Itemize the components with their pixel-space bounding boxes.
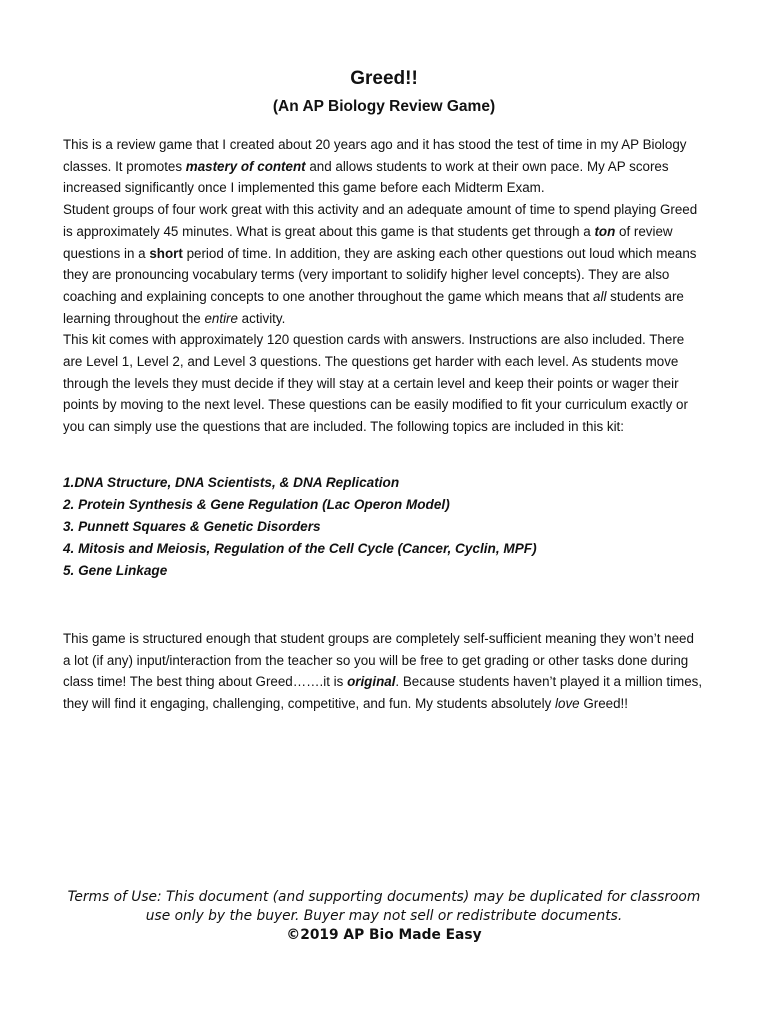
- text-run: This is a review game that I created about 20 years ago and it has stood the test of time in my AP Biology classes. It promotes: [63, 137, 687, 174]
- topic-item: 2. Protein Synthesis & Gene Regulation (Lac Operon Model): [63, 497, 450, 512]
- paragraph-closing: [63, 628, 705, 715]
- intro-text: [63, 134, 705, 438]
- topic-item: 3. Punnett Squares & Genetic Disorders: [63, 519, 321, 534]
- text-run: period of time. In addition, they are asking each other questions out loud which means they are pronouncing vocabulary terms (very important to solidify higher level concepts). They are also coaching and explaining concepts to one another throughout the game which means that: [63, 245, 697, 304]
- copyright-notice: ©2019 AP Bio Made Easy: [286, 927, 482, 943]
- footer: [50, 888, 718, 945]
- topic-item: 4. Mitosis and Meiosis, Regulation of the Cell Cycle (Cancer, Cyclin, MPF): [63, 541, 537, 556]
- italic-text: all: [593, 288, 607, 304]
- emphasis-text: original: [347, 674, 396, 690]
- italic-text: entire: [204, 310, 238, 326]
- topic-item: 1.DNA Structure, DNA Scientists, & DNA Replication: [63, 475, 400, 490]
- text-run: Greed!!: [579, 696, 628, 712]
- terms-of-use-line: use only by the buyer. Buyer may not sell or redistribute documents.: [145, 908, 623, 924]
- text-run: activity.: [237, 310, 286, 326]
- paragraph-groups: [63, 199, 705, 329]
- closing-text: [63, 628, 705, 715]
- topics-list: [63, 472, 705, 582]
- text-run: Student groups of four work great with this activity and an adequate amount of time to spend playing Greed is approximately 45 minutes. What is great about this game is that students get through a: [63, 202, 698, 239]
- text-run: students are learning throughout the: [63, 288, 684, 326]
- page-subtitle: (An AP Biology Review Game): [272, 98, 496, 115]
- text-run: of review questions in a: [63, 223, 673, 261]
- text-run: This game is structured enough that student groups are completely self-sufficient meaning they won’t need a lot (if any) input/interaction from the teacher so you will be free to get grading or other tasks done during class time! The best thing about Greed…….it is: [63, 631, 694, 690]
- emphasis-text: mastery of content: [185, 158, 306, 174]
- text-run: and allows students to work at their own pace. My AP scores increased significantly once I implemented this game before each Midterm Exam.: [63, 158, 669, 196]
- paragraph-kit: This kit comes with approximately 120 question cards with answers. Instructions are also included. There are Level 1, Level 2, and Level 3 questions. The questions get harder with each level. As students move through the levels they must decide if they will stay at a certain level and keep their points or wager their points by moving to the next level. These questions can be easily modified to fit your curriculum exactly or you can simply use the questions that are included. The following topics are included in this kit:: [63, 332, 688, 435]
- bold-text: short: [149, 245, 183, 261]
- page-title: Greed!!: [350, 68, 418, 89]
- paragraph-intro: [63, 134, 705, 199]
- text-run: . Because students haven’t played it a million times, they will find it engaging, challenging, competitive, and fun. My students absolutely: [63, 674, 703, 712]
- italic-text: love: [555, 696, 580, 712]
- emphasis-text: ton: [594, 223, 616, 239]
- topic-item: 5. Gene Linkage: [63, 563, 168, 578]
- terms-of-use-line: Terms of Use: This document (and supporting documents) may be duplicated for classroom: [67, 889, 701, 905]
